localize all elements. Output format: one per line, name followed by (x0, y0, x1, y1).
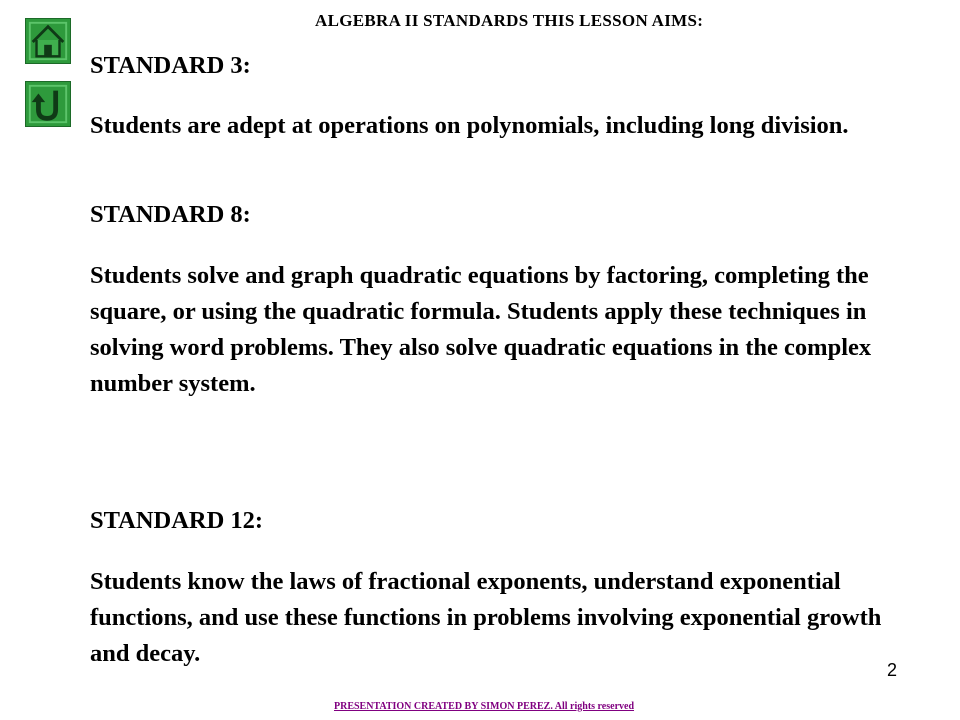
home-icon (26, 19, 70, 63)
page-title: ALGEBRA II STANDARDS THIS LESSON AIMS: (315, 11, 704, 30)
page-number: 2 (887, 660, 898, 680)
standard-8-heading: STANDARD 8: (90, 201, 251, 228)
standard-12-text: Students know the laws of fractional exponents, understand exponential functions, and use these functions in problems involving exponential growth and decay. (90, 568, 882, 667)
standard-8-text: Students solve and graph quadratic equations by factoring, completing the square, or using the quadratic formula. Students apply these techniques in solving word problems. They also solve quadratic equations in the complex number system. (90, 262, 872, 397)
footer-credit-link[interactable]: PRESENTATION CREATED BY SIMON PEREZ. All rights reserved (333, 701, 635, 712)
home-button[interactable] (25, 18, 71, 64)
standard-3-heading: STANDARD 3: (90, 52, 251, 79)
return-button[interactable] (25, 81, 71, 127)
return-arrow-icon (26, 82, 70, 126)
standard-12-heading: STANDARD 12: (90, 507, 264, 534)
standard-3-text: Students are adept at operations on polynomials, including long division. (90, 112, 849, 139)
